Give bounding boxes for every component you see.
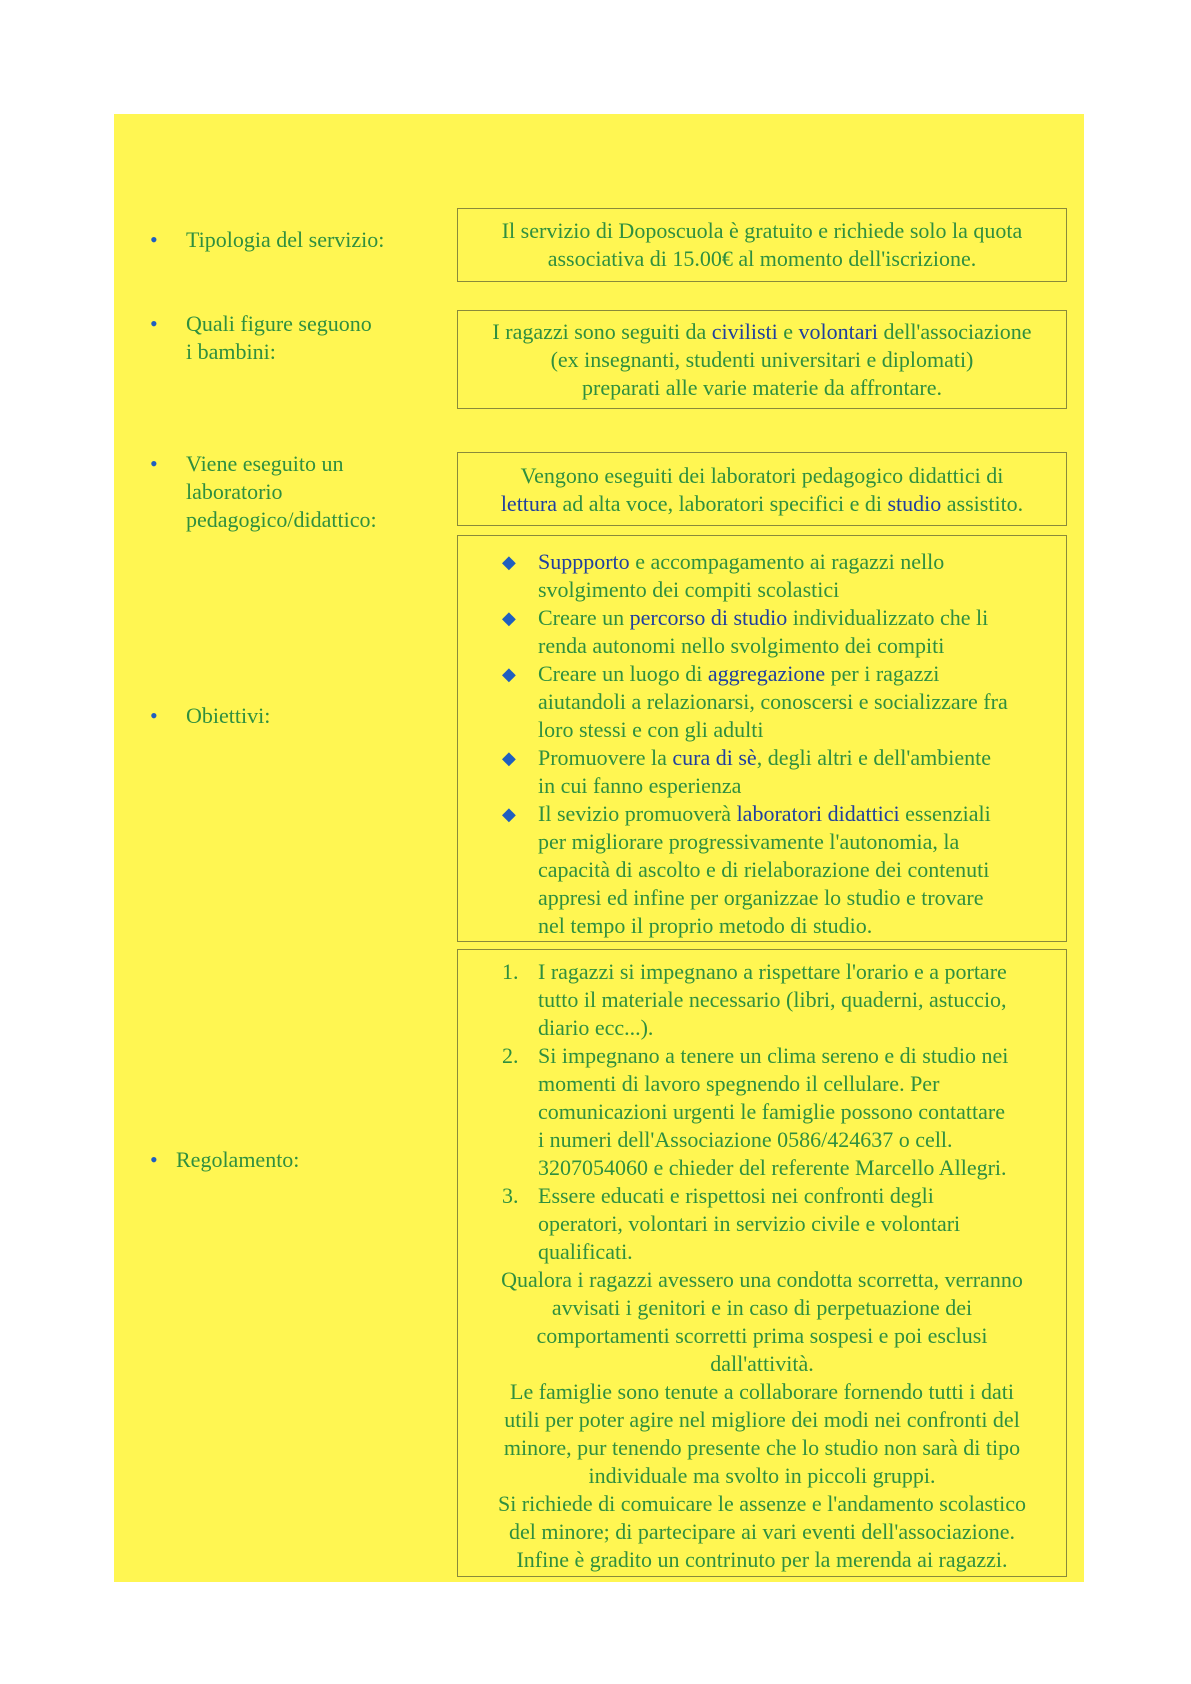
label-line: Viene eseguito un xyxy=(186,451,344,476)
obiettivi-list xyxy=(458,548,1066,940)
paragraph-line: Si richiede di comuicare le assenze e l'andamento scolastico xyxy=(497,1491,1027,1516)
paragraph-line: Le famiglie sono tenute a collaborare fornendo tutti i dati xyxy=(510,1379,1014,1404)
text-run: , degli altri e dell'ambiente xyxy=(756,745,991,770)
text-run: aiutandoli a relazionarsi, conoscersi e socializzare fra xyxy=(538,689,1008,714)
highlight: percorso di studio xyxy=(629,605,788,630)
list-item xyxy=(458,604,1066,660)
text-run: i numeri dell'Associazione 0586/424637 o cell. xyxy=(538,1127,953,1152)
text-run: Si impegnano a tenere un clima sereno e di studio nei xyxy=(538,1043,1009,1068)
list-item xyxy=(458,744,1066,800)
rule-number: 2. xyxy=(502,1043,519,1068)
text-run: individualizzato che li xyxy=(787,605,989,630)
text-run: dell'associazione xyxy=(877,319,1032,344)
label-line: i bambini: xyxy=(186,339,276,364)
diamond-icon: ◆ xyxy=(502,664,516,684)
text-run: appresi ed infine per organizzae lo studio e trovare xyxy=(538,885,984,910)
text-run: loro stessi e con gli adulti xyxy=(538,717,764,742)
paragraph-line: comportamenti scorretti prima sospesi e poi esclusi xyxy=(536,1323,988,1348)
highlight-studio: studio xyxy=(887,491,942,516)
bullet-icon: • xyxy=(150,451,158,476)
text-run: Creare un xyxy=(538,605,630,630)
text-run: momenti di lavoro spegnendo il cellulare. Per xyxy=(538,1071,940,1096)
label-text: Obiettivi: xyxy=(186,703,271,728)
text-run: tutto il materiale necessario (libri, quaderni, astuccio, xyxy=(538,987,1007,1012)
laboratorio-line2 xyxy=(458,490,1066,518)
label-text xyxy=(186,450,416,534)
figure-line3: preparati alle varie materie da affrontare. xyxy=(582,375,942,400)
text-run: e xyxy=(777,319,799,344)
bullet-icon: • xyxy=(150,311,158,336)
obiettivi-box xyxy=(457,535,1067,942)
rules-list xyxy=(458,958,1066,1266)
text-run: renda autonomi nello svolgimento dei compiti xyxy=(538,633,945,658)
text-run: qualificati. xyxy=(538,1239,633,1264)
paragraph-line: avvisati i genitori e in caso di perpetuazione dei xyxy=(551,1295,973,1320)
paragraph-line: minore, pur tenendo presente che lo studio non sarà di tipo xyxy=(503,1435,1021,1460)
text-run: operatori, volontari in servizio civile e volontari xyxy=(538,1211,961,1236)
text-run: 3207054060 e chieder del referente Marcello Allegri. xyxy=(538,1155,1007,1180)
laboratorio-box xyxy=(457,452,1067,526)
label-text: Tipologia del servizio: xyxy=(186,227,385,252)
text-run: in cui fanno esperienza xyxy=(538,773,742,798)
paragraph-line: utili per poter agire nel migliore dei modi nei confronti del xyxy=(504,1407,1020,1432)
text-run: per i ragazzi xyxy=(825,661,940,686)
highlight-civilisti: civilisti xyxy=(711,319,778,344)
paragraph-line: Qualora i ragazzi avessero una condotta scorretta, verranno xyxy=(501,1267,1023,1292)
text-run: I ragazzi si impegnano a rispettare l'orario e a portare xyxy=(538,959,1007,984)
text-run: essenziali xyxy=(899,801,991,826)
text-run: Essere educati e rispettosi nei confronti degli xyxy=(538,1183,934,1208)
diamond-icon: ◆ xyxy=(502,608,516,628)
text-run: per migliorare progressivamente l'autonomia, la xyxy=(538,829,960,854)
text-run: svolgimento dei compiti scolastici xyxy=(538,577,840,602)
diamond-icon: ◆ xyxy=(502,552,516,572)
label-line: Quali figure seguono xyxy=(186,311,372,336)
text-run: Il sevizio promuoverà xyxy=(538,801,737,826)
label-text: Regolamento: xyxy=(176,1147,300,1172)
highlight-volontari: volontari xyxy=(798,319,878,344)
label-line: laboratorio xyxy=(186,479,283,504)
tipologia-line2: associativa di 15.00€ al momento dell'iscrizione. xyxy=(547,246,977,271)
highlight: Suppporto xyxy=(538,549,630,574)
list-item xyxy=(458,660,1066,744)
paragraph-line: individuale ma svolto in piccoli gruppi. xyxy=(588,1463,936,1488)
text-run: comunicazioni urgenti le famiglie possono contattare xyxy=(538,1099,1005,1124)
paragraph-line: dall'attività. xyxy=(710,1351,814,1376)
highlight-lettura: lettura xyxy=(500,491,558,516)
laboratorio-line1: Vengono eseguiti dei laboratori pedagogico didattici di xyxy=(520,463,1004,488)
text-run: I ragazzi sono seguiti da xyxy=(492,319,712,344)
paragraph-line: del minore; di partecipare ai vari eventi dell'associazione. xyxy=(508,1519,1016,1544)
bullet-icon: • xyxy=(150,703,158,728)
highlight: cura di sè xyxy=(672,745,757,770)
text-run: capacità di ascolto e di rielaborazione dei contenuti xyxy=(538,857,990,882)
rule-number: 1. xyxy=(502,959,519,984)
rule-item xyxy=(458,1042,1066,1182)
diamond-icon: ◆ xyxy=(502,804,516,824)
figure-line1 xyxy=(458,318,1066,346)
tipologia-box xyxy=(457,208,1067,282)
label-line: pedagogico/didattico: xyxy=(186,507,377,532)
rule-item xyxy=(458,1182,1066,1266)
tipologia-line1: Il servizio di Doposcuola è gratuito e richiede solo la quota xyxy=(501,218,1023,243)
regolamento-paragraph xyxy=(458,1266,1066,1574)
list-item xyxy=(458,800,1066,940)
bullet-icon: • xyxy=(150,227,158,252)
text-run: e accompagamento ai ragazzi nello xyxy=(629,549,945,574)
text-run: diario ecc...). xyxy=(538,1015,654,1040)
figure-line2: (ex insegnanti, studenti universitari e diplomati) xyxy=(550,347,974,372)
bullet-icon: • xyxy=(150,1147,158,1172)
label-text xyxy=(186,310,416,366)
paragraph-line: Infine è gradito un contrinuto per la merenda ai ragazzi. xyxy=(516,1547,1008,1572)
diamond-icon: ◆ xyxy=(502,748,516,768)
regolamento-box xyxy=(457,949,1067,1577)
list-item xyxy=(458,548,1066,604)
text-run: Creare un luogo di xyxy=(538,661,708,686)
text-run: ad alta voce, laboratori specifici e di xyxy=(557,491,888,516)
highlight: laboratori didattici xyxy=(736,801,900,826)
rule-number: 3. xyxy=(502,1183,519,1208)
text-run: assistito. xyxy=(941,491,1024,516)
text-run: Promuovere la xyxy=(538,745,673,770)
rule-item xyxy=(458,958,1066,1042)
highlight: aggregazione xyxy=(707,661,826,686)
text-run: nel tempo il proprio metodo di studio. xyxy=(538,913,873,938)
figure-box xyxy=(457,310,1067,409)
